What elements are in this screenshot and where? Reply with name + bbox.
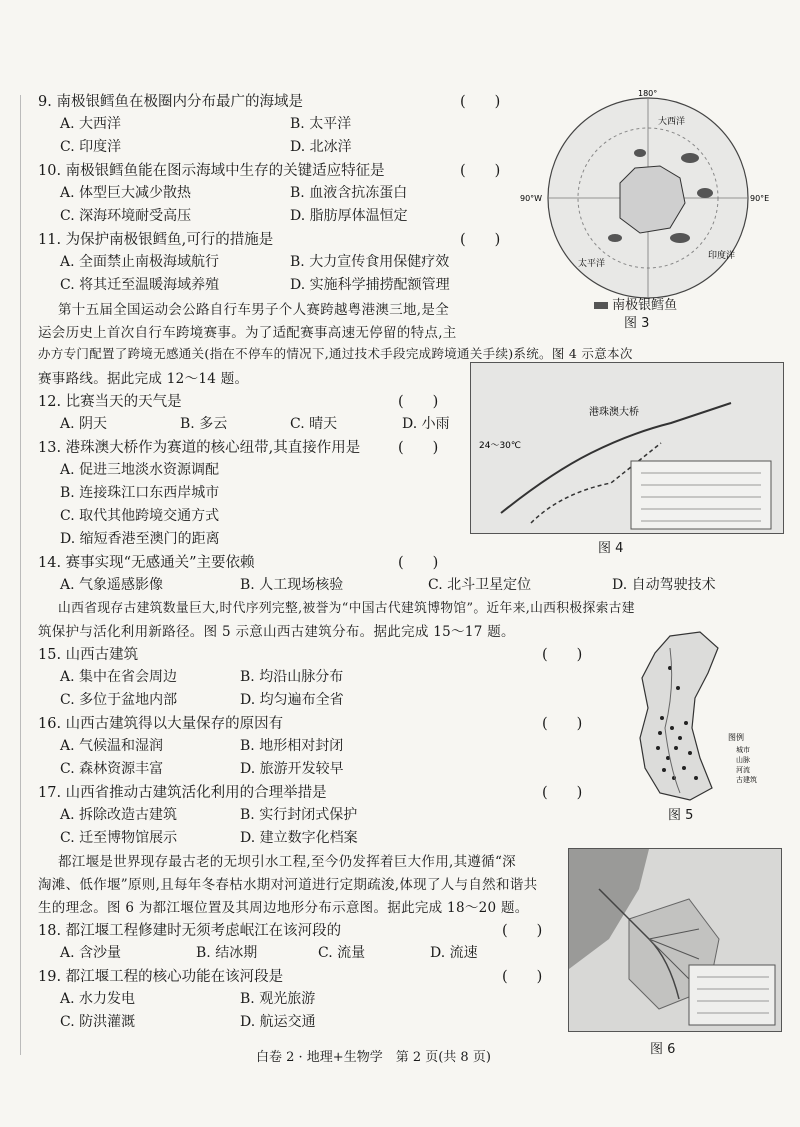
shanxi-map bbox=[600, 628, 780, 808]
q14-option-a[interactable]: A. 气象遥感影像 bbox=[60, 577, 164, 593]
q13-option-b[interactable]: B. 连接珠江口东西岸城市 bbox=[60, 485, 220, 501]
fig3-legend bbox=[594, 294, 677, 313]
passage-1-line-2: 运会历史上首次自行车跨境赛事。为了适配赛事高速无停留的特点,主 bbox=[38, 325, 457, 341]
answer-blank-13[interactable]: ( ) bbox=[398, 440, 439, 456]
q18-option-b[interactable]: B. 结冰期 bbox=[196, 945, 258, 961]
q10-option-a[interactable]: A. 体型巨大减少散热 bbox=[60, 185, 192, 201]
answer-blank-19[interactable]: ( ) bbox=[502, 969, 543, 985]
passage-1-line-4: 赛事路线。据此完成 12～14 题。 bbox=[38, 371, 249, 387]
dujiangyan-map bbox=[569, 849, 781, 1031]
figure-3 bbox=[520, 88, 780, 331]
answer-blank-17[interactable]: ( ) bbox=[542, 785, 583, 801]
fig5-legend-mountain: 山脉 bbox=[736, 756, 750, 764]
q14-option-c[interactable]: C. 北斗卫星定位 bbox=[428, 577, 532, 593]
fig6-caption: 图 6 bbox=[650, 1042, 676, 1057]
question-16: 16. 山西古建筑得以大量保存的原因有 bbox=[38, 716, 284, 732]
antarctic-map bbox=[520, 88, 780, 328]
answer-blank-18[interactable]: ( ) bbox=[502, 923, 543, 939]
q12-option-c[interactable]: C. 晴天 bbox=[290, 416, 338, 432]
q19-option-c[interactable]: C. 防洪灌溉 bbox=[60, 1014, 136, 1030]
q11-option-a[interactable]: A. 全面禁止南极海域航行 bbox=[60, 254, 220, 270]
answer-blank-9[interactable]: ( ) bbox=[460, 94, 501, 110]
passage-2-line-1: 山西省现存古建筑数量巨大,时代序列完整,被誉为“中国古代建筑博物馆”。近年来,山西积极探索古建 bbox=[58, 601, 635, 616]
fig5-caption: 图 5 bbox=[668, 808, 694, 823]
answer-blank-14[interactable]: ( ) bbox=[398, 555, 439, 571]
passage-1-line-1: 第十五届全国运动会公路自行车男子个人赛跨越粤港澳三地,是全 bbox=[58, 302, 449, 318]
bridge-label: 港珠澳大桥 bbox=[589, 407, 639, 418]
q16-option-a[interactable]: A. 气候温和湿润 bbox=[60, 738, 164, 754]
q18-option-d[interactable]: D. 流速 bbox=[430, 945, 478, 961]
q17-option-c[interactable]: C. 迁至博物馆展示 bbox=[60, 830, 178, 846]
question-15: 15. 山西古建筑 bbox=[38, 647, 139, 663]
question-13: 13. 港珠澳大桥作为赛道的核心纽带,其直接作用是 bbox=[38, 440, 361, 456]
pacific-label: 太平洋 bbox=[578, 259, 606, 269]
q18-option-a[interactable]: A. 含沙量 bbox=[60, 945, 122, 961]
q15-option-c[interactable]: C. 多位于盆地内部 bbox=[60, 692, 178, 708]
west-meridian-label: 90°W bbox=[520, 194, 543, 203]
left-margin-line bbox=[20, 95, 21, 1055]
fig5-legend-city: 城市 bbox=[736, 746, 750, 754]
q19-option-a[interactable]: A. 水力发电 bbox=[60, 991, 136, 1007]
answer-blank-11[interactable]: ( ) bbox=[460, 232, 501, 248]
q13-option-a[interactable]: A. 促进三地淡水资源调配 bbox=[60, 462, 220, 478]
figure-6-map bbox=[568, 848, 782, 1032]
answer-blank-12[interactable]: ( ) bbox=[398, 394, 439, 410]
q14-option-b[interactable]: B. 人工现场核验 bbox=[240, 577, 344, 593]
race-route-map bbox=[471, 363, 783, 533]
answer-blank-10[interactable]: ( ) bbox=[460, 163, 501, 179]
q12-option-a[interactable]: A. 阴天 bbox=[60, 416, 108, 432]
q10-option-c[interactable]: C. 深海环境耐受高压 bbox=[60, 208, 192, 224]
q19-option-d[interactable]: D. 航运交通 bbox=[240, 1014, 316, 1030]
q9-option-b[interactable]: B. 太平洋 bbox=[290, 116, 352, 132]
passage-3-line-3: 生的理念。图 6 为都江堰位置及其周边地形分布示意图。据此完成 18～20 题。 bbox=[38, 900, 529, 916]
q13-option-d[interactable]: D. 缩短香港至澳门的距离 bbox=[60, 531, 220, 547]
q12-option-b[interactable]: B. 多云 bbox=[180, 416, 228, 432]
q15-option-a[interactable]: A. 集中在省会周边 bbox=[60, 669, 178, 685]
q9-option-a[interactable]: A. 大西洋 bbox=[60, 116, 122, 132]
q17-option-a[interactable]: A. 拆除改造古建筑 bbox=[60, 807, 178, 823]
question-14: 14. 赛事实现“无感通关”主要依赖 bbox=[38, 555, 255, 571]
q11-option-d[interactable]: D. 实施科学捕捞配额管理 bbox=[290, 277, 450, 293]
question-19: 19. 都江堰工程的核心功能在该河段是 bbox=[38, 969, 284, 985]
q12-option-d[interactable]: D. 小雨 bbox=[402, 416, 450, 432]
atlantic-label: 大西洋 bbox=[658, 117, 686, 127]
q16-option-d[interactable]: D. 旅游开发较早 bbox=[240, 761, 344, 777]
passage-3-line-2: 淘滩、低作堰”原则,且每年冬春枯水期对河道进行定期疏浚,体现了人与自然和谐共 bbox=[38, 877, 538, 893]
q11-option-c[interactable]: C. 将其迁至温暖海域养殖 bbox=[60, 277, 220, 293]
temperature-label: 24～30℃ bbox=[479, 441, 522, 451]
east-meridian-label: 90°E bbox=[750, 194, 770, 203]
figure-4-map bbox=[470, 362, 784, 534]
page-footer: 白卷 2 · 地理+生物学 第 2 页(共 8 页) bbox=[256, 1050, 491, 1065]
fig3-caption: 图 3 bbox=[624, 316, 650, 331]
figure-5 bbox=[600, 628, 780, 823]
q16-option-b[interactable]: B. 地形相对封闭 bbox=[240, 738, 344, 754]
q13-option-c[interactable]: C. 取代其他跨境交通方式 bbox=[60, 508, 220, 524]
answer-blank-15[interactable]: ( ) bbox=[542, 647, 583, 663]
q10-option-b[interactable]: B. 血液含抗冻蛋白 bbox=[290, 185, 408, 201]
question-9: 9. 南极银鳕鱼在极圈内分布最广的海域是 bbox=[38, 94, 303, 110]
fig5-legend-title: 图例 bbox=[728, 733, 744, 742]
q15-option-d[interactable]: D. 均匀遍布全省 bbox=[240, 692, 344, 708]
passage-3-line-1: 都江堰是世界现存最古老的无坝引水工程,至今仍发挥着巨大作用,其遵循“深 bbox=[58, 854, 516, 870]
question-11: 11. 为保护南极银鳕鱼,可行的措施是 bbox=[38, 232, 274, 248]
fig5-legend-building: 古建筑 bbox=[736, 776, 757, 784]
q19-option-b[interactable]: B. 观光旅游 bbox=[240, 991, 316, 1007]
fish-legend-swatch bbox=[594, 302, 608, 309]
q18-option-c[interactable]: C. 流量 bbox=[318, 945, 366, 961]
indian-label: 印度洋 bbox=[708, 251, 736, 261]
q10-option-d[interactable]: D. 脂肪厚体温恒定 bbox=[290, 208, 408, 224]
q9-option-d[interactable]: D. 北冰洋 bbox=[290, 139, 352, 155]
q15-option-b[interactable]: B. 均沿山脉分布 bbox=[240, 669, 344, 685]
passage-2-line-2: 筑保护与活化利用新路径。图 5 示意山西古建筑分布。据此完成 15～17 题。 bbox=[38, 624, 515, 640]
question-12: 12. 比赛当天的天气是 bbox=[38, 394, 182, 410]
question-17: 17. 山西省推动古建筑活化利用的合理举措是 bbox=[38, 785, 327, 801]
answer-blank-16[interactable]: ( ) bbox=[542, 716, 583, 732]
q17-option-d[interactable]: D. 建立数字化档案 bbox=[240, 830, 358, 846]
fig3-legend-label: 南极银鳕鱼 bbox=[612, 298, 678, 313]
q17-option-b[interactable]: B. 实行封闭式保护 bbox=[240, 807, 358, 823]
passage-1-line-3: 办方专门配置了跨境无感通关(指在不停车的情况下,通过技术手段完成跨境通关手续)系统。图 4 示意本次 bbox=[38, 346, 633, 361]
fig5-legend-river: 河流 bbox=[736, 766, 750, 774]
q14-option-d[interactable]: D. 自动驾驶技术 bbox=[612, 577, 716, 593]
q16-option-c[interactable]: C. 森林资源丰富 bbox=[60, 761, 164, 777]
question-10: 10. 南极银鳕鱼能在图示海域中生存的关键适应特征是 bbox=[38, 163, 385, 179]
q9-option-c[interactable]: C. 印度洋 bbox=[60, 139, 122, 155]
meridian-180-label: 180° bbox=[638, 89, 658, 98]
question-18: 18. 都江堰工程修建时无须考虑岷江在该河段的 bbox=[38, 923, 342, 939]
fig4-caption: 图 4 bbox=[598, 541, 624, 556]
q11-option-b[interactable]: B. 大力宣传食用保健疗效 bbox=[290, 254, 450, 270]
